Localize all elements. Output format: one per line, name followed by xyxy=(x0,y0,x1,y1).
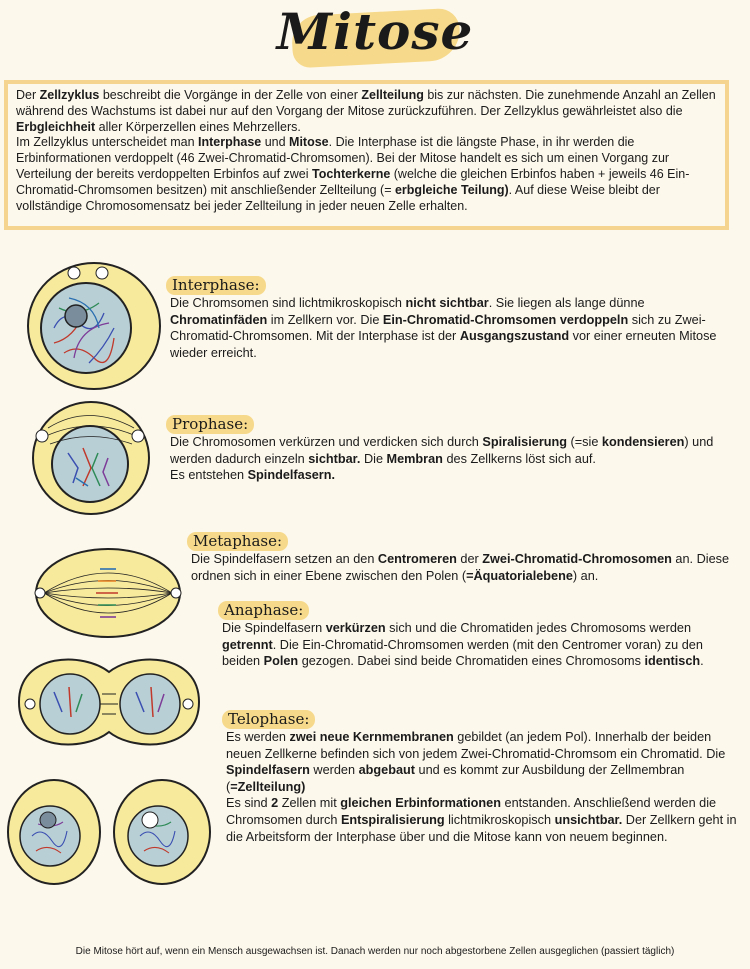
footer-note: Die Mitose hört auf, wenn ein Mensch ausgewachsen ist. Danach werden nur noch abgestorbene Zellen ausgeglichen (passiert täglich) xyxy=(75,946,675,957)
text-anaphase xyxy=(222,620,728,670)
interphase-cell-illustration xyxy=(24,258,164,392)
intro-paragraph: Der Zellzyklus beschreibt die Vorgänge in der Zelle von einer Zellteilung bis zur nächsten. Die zunehmende Anzahl an Zellen während des Wachstums ist dabei nur auf den Vorgang der Mitose zurückzuführen. Der Zellzyklus gewährleistet also die Erbgleichheit aller Körperzellen eines Mehrzellers. xyxy=(16,88,716,134)
heading-prophase: Prophase: xyxy=(166,415,254,434)
emphasis: Zellteilung xyxy=(361,88,424,102)
emphasis: sichtbar. xyxy=(308,451,361,466)
prophase-cell-illustration xyxy=(28,398,154,518)
text-interphase xyxy=(170,295,726,361)
heading-interphase: Interphase: xyxy=(166,276,266,295)
anaphase-cell-illustration xyxy=(14,652,204,752)
emphasis: Zellzyklus xyxy=(39,88,100,102)
emphasis: zwei neue Kernmembranen xyxy=(289,730,454,744)
section-metaphase xyxy=(191,532,741,584)
emphasis: erbgleiche Teilung) xyxy=(394,182,509,197)
metaphase-paragraph: Die Spindelfasern setzen an den Centromeren der Zwei-Chromatid-Chromosomen an. Diese ordnen sich in einer Ebene zwischen den Polen (=Äquatorialebene) an. xyxy=(191,552,730,583)
intro-paragraph: Im Zellzyklus unterscheidet man Interphase und Mitose. Die Interphase ist die längste Phase, in ihr werden die Erbinformationen verdoppelt (46 Zwei-Chromatid-Chromsomen). Bei der Mitose handelt es sich um einen Vorgang zur Verteilung der bereits verdoppelten Erbinfos auf zwei Tochterkerne (welche die gleichen Erbinfos haben + jeweils 46 Ein-Chromatid-Chromsomen besitzen) mit anschließender Zellteilung (= erbgleiche Teilung). Auf diese Weise bleibt der vollständige Chromosomensatz bei jeder Zellteilung in jeder neuen Zelle erhalten. xyxy=(16,135,690,213)
emphasis: Spiralisierung xyxy=(482,435,568,449)
heading-telophase: Telophase: xyxy=(222,710,315,729)
emphasis: verkürzen xyxy=(325,621,386,635)
text-prophase xyxy=(170,434,726,484)
telophase-paragraph: Es werden zwei neue Kernmembranen gebildet (an jedem Pol). Innerhalb der beiden neuen Zellkerne befinden sich von jedem Zwei-Chromatid-Chromsom ein Chromatid. Die Spindelfasern werden abgebaut und es kommt zur Ausbildung der Zellmembran (=Zellteilung) xyxy=(226,730,726,794)
heading-metaphase: Metaphase: xyxy=(187,532,288,551)
emphasis: 2 xyxy=(271,796,279,811)
emphasis: Polen xyxy=(263,654,299,669)
section-interphase xyxy=(170,276,726,361)
emphasis: Mitose xyxy=(289,135,329,150)
emphasis: getrennt xyxy=(222,637,273,652)
anaphase-paragraph: Die Spindelfasern verkürzen sich und die Chromatiden jedes Chromosoms werden getrennt. Die Ein-Chromatid-Chromsomen werden (mit den Centromer voran) zu den beiden Polen gezogen. Dabei sind beide Chromatiden eines Chromosoms identisch. xyxy=(222,621,704,669)
telophase-cells-illustration xyxy=(4,776,214,888)
telophase-paragraph: Es sind 2 Zellen mit gleichen Erbinformationen entstanden. Anschließend werden die Chromsomen durch Entspiralisierung lichtmikroskopisch unsichtbar. Der Zellkern geht in die Arbeitsform der Interphase über und die Mitose kann von neuem beginnen. xyxy=(226,796,737,844)
emphasis: identisch xyxy=(644,654,701,669)
emphasis: Tochterkerne xyxy=(312,166,391,181)
emphasis: =Äquatorialebene xyxy=(466,568,573,583)
section-prophase xyxy=(170,415,726,484)
emphasis: Membran xyxy=(386,451,443,466)
prophase-paragraph: Die Chromosomen verkürzen und verdicken sich durch Spiralisierung (=sie kondensieren) und werden dadurch einzeln sichtbar. Die Membran des Zellkerns löst sich auf. xyxy=(170,435,714,466)
section-anaphase xyxy=(222,601,728,670)
intro-box xyxy=(4,80,729,230)
emphasis: Zwei-Chromatid-Chromosomen xyxy=(482,552,672,566)
emphasis: Entspiralisierung xyxy=(340,812,445,827)
prophase-paragraph: Es entstehen Spindelfasern. xyxy=(170,468,336,483)
emphasis: Spindelfasern. xyxy=(247,468,336,483)
emphasis: Chromatinfäden xyxy=(170,312,268,327)
emphasis: gleichen Erbinformationen xyxy=(340,796,501,811)
heading-anaphase: Anaphase: xyxy=(218,601,309,620)
section-telophase xyxy=(226,710,742,845)
emphasis: kondensieren xyxy=(601,435,685,449)
emphasis: Interphase xyxy=(198,135,262,150)
emphasis: =Zellteilung) xyxy=(230,779,306,794)
emphasis: Spindelfasern xyxy=(226,763,310,778)
page-title: Mitose xyxy=(276,2,474,61)
text-metaphase xyxy=(191,551,741,584)
emphasis: abgebaut xyxy=(358,763,415,778)
title-area xyxy=(0,0,750,72)
emphasis: nicht sichtbar xyxy=(405,296,489,310)
emphasis: unsichtbar. xyxy=(554,812,623,827)
interphase-paragraph: Die Chromsomen sind lichtmikroskopisch nicht sichtbar. Sie liegen als lange dünne Chromatinfäden im Zellkern vor. Die Ein-Chromatid-Chromsomen verdoppeln sich zu Zwei-Chromatid-Chromsomen. Mit der Interphase ist der Ausgangszustand vor einer erneuten Mitose wieder erreicht. xyxy=(170,296,717,360)
emphasis: Centromeren xyxy=(377,552,457,566)
emphasis: Erbgleichheit xyxy=(16,119,96,134)
emphasis: Ausgangszustand xyxy=(459,329,570,344)
text-telophase xyxy=(226,729,742,845)
metaphase-cell-illustration xyxy=(30,545,186,641)
emphasis: Ein-Chromatid-Chromsomen verdoppeln xyxy=(382,312,629,327)
